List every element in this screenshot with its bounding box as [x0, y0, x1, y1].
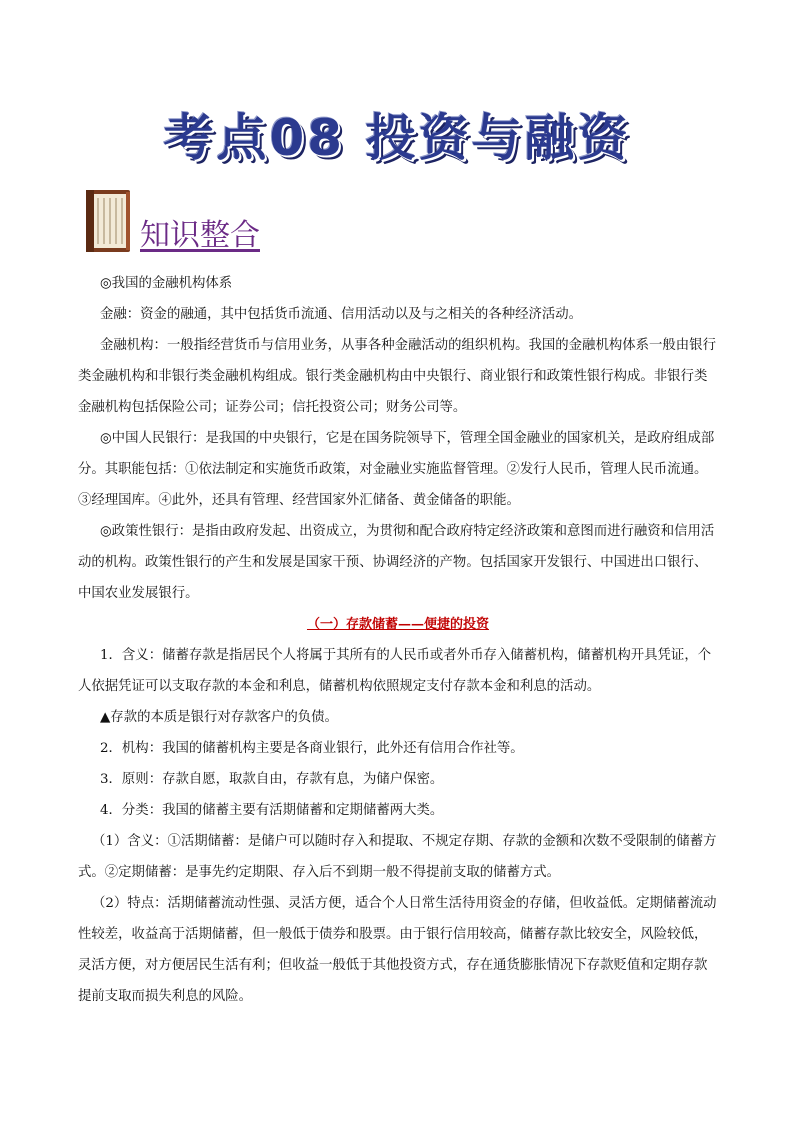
paragraph-savings-principles: 3．原则：存款自愿，取款自由，存款有息，为储户保密。 — [100, 772, 444, 787]
page-title: 考点08 投资与融资 — [163, 109, 631, 167]
subsection-heading: （一）存款储蓄——便捷的投资 — [306, 617, 489, 632]
section-title: 知识整合 — [140, 218, 260, 253]
paragraph-savings-definition: 1．含义：储蓄存款是指居民个人将属于其所有的人民币或者外币存入储蓄机构，储蓄机构开具凭证，个人依据凭证可以支取存款的本金和利息，储蓄机构依照规定支付存款本金和利息的活动。 — [78, 648, 712, 694]
paragraph-types-features: （2）特点：活期储蓄流动性强、灵活方便，适合个人日常生活待用资金的存储，但收益低。定期储蓄流动性较差，收益高于活期储蓄，但一般低于债券和股票。由于银行信用较高，储蓄存款比较安全，风险较低，灵活方便，对方便居民生活有利；但收益一般低于其他投资方式，存在通货膨胀情况下存款贬值和定期存款提前支取而损失利息的风险。 — [78, 896, 717, 1004]
paragraph-types-meaning: （1）含义：①活期储蓄：是储户可以随时存入和提取、不规定存期、存款的金额和次数不受限制的储蓄方式。②定期储蓄：是事先约定期限、存入后不到期一般不得提前支取的储蓄方式。 — [78, 834, 717, 880]
paragraph-finance-definition: 金融：资金的融通，其中包括货币流通、信用活动以及与之相关的各种经济活动。 — [100, 307, 583, 322]
paragraph-finance-system-heading: ◎我国的金融机构体系 — [100, 276, 233, 291]
paragraph-central-bank: ◎中国人民银行：是我国的中央银行，它是在国务院领导下，管理全国金融业的国家机关，是政府组成部分。其职能包括：①依法制定和实施货币政策，对金融业实施监督管理。②发行人民币，管理人民币流通。③经理国库。④此外，还具有管理、经营国家外汇储备、黄金储备的职能。 — [78, 431, 715, 508]
paragraph-savings-types: 4．分类：我国的储蓄主要有活期储蓄和定期储蓄两大类。 — [100, 803, 444, 818]
paragraph-deposit-nature: ▲存款的本质是银行对存款客户的负债。 — [100, 710, 338, 725]
section-header — [82, 186, 382, 260]
paragraph-savings-institutions: 2．机构：我国的储蓄机构主要是各商业银行，此外还有信用合作社等。 — [100, 741, 524, 756]
document-body — [78, 268, 718, 1012]
paragraph-policy-bank: ◎政策性银行：是指由政府发起、出资成立，为贯彻和配合政府特定经济政策和意图而进行融资和信用活动的机构。政策性银行的产生和发展是国家干预、协调经济的产物。包括国家开发银行、中国进出口银行、中国农业发展银行。 — [78, 524, 715, 601]
paragraph-financial-institutions: 金融机构：一般指经营货币与信用业务，从事各种金融活动的组织机构。我国的金融机构体系一般由银行类金融机构和非银行类金融机构组成。银行类金融机构由中央银行、商业银行和政策性银行构成。非银行类金融机构包括保险公司；证券公司；信托投资公司；财务公司等。 — [78, 338, 716, 415]
book-icon — [82, 186, 134, 256]
